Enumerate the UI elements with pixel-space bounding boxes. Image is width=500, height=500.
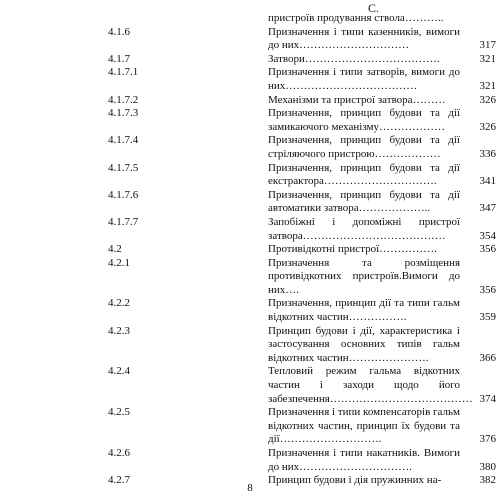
toc-entry-page: 321 [479,79,496,92]
toc-entry [108,297,500,324]
toc-entry [108,447,500,474]
toc-entry [108,216,500,243]
table-of-contents [0,12,500,488]
toc-entry-number [108,12,268,26]
toc-entry [108,53,500,67]
toc-entry-number: 4.2.4 [108,365,130,378]
toc-entry-page: 359 [479,311,496,324]
toc-entry-title: Призначення, принцип будови та дії замикаючого механізму……………… [268,107,460,133]
toc-entry-title: Призначення, принцип будови та дії екстрактора…………………………. [268,161,460,188]
toc-entry-title: Призначення та розміщення противідкотних пристроїв.Вимоги до них…. [268,256,460,296]
toc-entry-page: 347 [479,202,496,215]
toc-entry-number: 4.1.6 [108,25,130,38]
toc-entry-page: 356 [479,243,496,256]
toc-entry-page: 336 [479,147,496,160]
toc-entry-title: Принцип будови і дії, характеристика і застосування основних типів гальм відкотних частин…………………. [268,324,460,364]
toc-entry-number: 4.2.6 [108,447,130,459]
toc-entry [108,243,500,257]
toc-entry [108,406,500,447]
toc-entry-page: 354 [479,229,496,242]
toc-entry-number: 4.1.7 [108,52,130,65]
toc-entry-number: 4.2.7 [108,474,130,487]
toc-entry-page: 382 [479,474,496,487]
toc-entry-title: Призначення, принцип будови та дії стріляючого пристрою……………… [268,134,460,160]
toc-entry-title: Призначення і типи казенників, вимоги до них………………………… [268,25,460,52]
toc-entry [108,107,500,134]
toc-entry-page: 326 [479,120,496,133]
toc-entry-number: 4.1.7.6 [108,188,139,201]
toc-entry-number: 4.2 [108,243,122,256]
toc-entry [108,12,500,26]
toc-entry [108,162,500,189]
toc-entry-title: Затвори………………………………. [268,52,440,65]
page-number: 8 [247,482,253,494]
toc-entry-page: 366 [479,351,496,364]
toc-entry-title: Тепловий режим гальма відкотних частин і заходи щодо його забезпечення………………………………… [268,365,473,405]
toc-entry-page: 380 [479,460,496,473]
toc-entry-title: Призначення, принцип будови та дії автоматики затвора……………….. [268,188,460,215]
toc-entry-number: 4.1.7.7 [108,215,139,228]
toc-entry-number: 4.1.7.4 [108,134,139,147]
toc-entry-page: 374 [479,392,496,405]
toc-entry-title: Призначення і типи накатників. Вимоги до них…………………………. [268,447,460,473]
toc-entry [108,365,500,406]
toc-entry-title: Противідкотні пристрої……………. [268,243,437,256]
toc-entry-title: Призначення і типи затворів, вимоги до них……………………………… [268,66,460,92]
toc-entry [108,66,500,93]
toc-entry-page: 326 [479,93,496,106]
toc-entry [108,26,500,53]
toc-entry-page: 341 [479,175,496,188]
toc-entry-page: 376 [479,433,496,446]
toc-entry-number: 4.1.7.2 [108,93,139,106]
toc-entry [108,189,500,216]
toc-entry-number: 4.2.5 [108,406,130,419]
toc-entry-title: Механізми та пристрої затвора……… [268,93,446,106]
toc-entry-number: 4.1.7.3 [108,107,139,120]
toc-entry-number: 4.1.7.1 [108,66,139,79]
toc-entry [108,325,500,366]
toc-entry-title: Запобіжні і допоміжні пристрої затвора………………………………… [268,215,460,242]
toc-entry-page: 317 [479,39,496,52]
toc-entry-title: пристроїв продування ствола……….. [268,12,444,24]
toc-entry [108,134,500,161]
toc-entry-page: 321 [479,52,496,65]
toc-entry-number: 4.1.7.5 [108,161,139,174]
toc-entry-number: 4.2.2 [108,297,130,310]
toc-entry-title: Призначення, принцип дії та типи гальм відкотних частин……………. [268,297,460,324]
page-column-header: С. [368,1,380,15]
toc-entry-title: Призначення і типи компенсаторів гальм відкотних частин, принцип їх будови та дії………………………. [268,406,460,446]
toc-entry [108,94,500,108]
toc-entry-title: Принцип будови і дія пружинних на- [268,474,442,487]
toc-entry-page: 356 [479,283,496,296]
toc-entry-number: 4.2.1 [108,256,130,269]
toc-entry [108,257,500,298]
toc-entry-number: 4.2.3 [108,324,130,337]
